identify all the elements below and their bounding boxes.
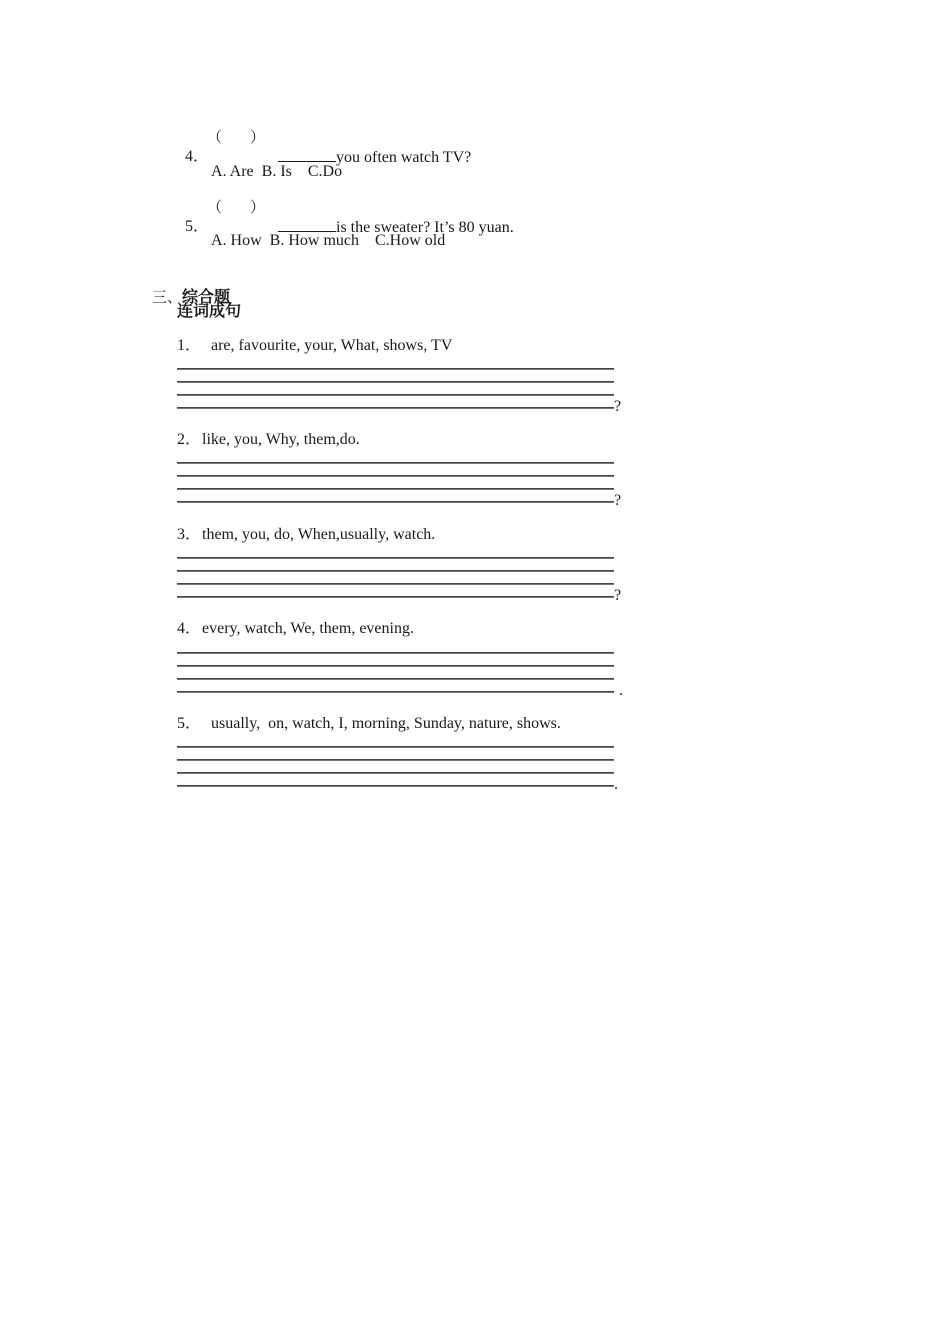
item-number: 5．	[177, 715, 202, 732]
question-number: 5．	[185, 218, 210, 235]
item-words: like, you, Why, them,do.	[202, 431, 360, 448]
question-stem: you often watch TV?	[336, 149, 472, 166]
end-punctuation: ?	[614, 587, 622, 604]
fill-blank[interactable]	[278, 217, 336, 232]
mc-question-5	[177, 197, 209, 237]
end-punctuation: .	[614, 776, 618, 793]
mc-options-4: A. Are B. Is C.Do	[211, 163, 343, 180]
question-stem: is the sweater? It’s 80 yuan.	[336, 219, 514, 236]
end-punctuation: .	[619, 682, 623, 699]
answer-paren-open: （	[207, 128, 223, 146]
fill-blank[interactable]	[278, 147, 336, 162]
item-number: 4．	[177, 620, 202, 637]
item-number: 1．	[177, 337, 202, 354]
question-number: 4．	[185, 148, 210, 165]
item-words: every, watch, We, them, evening.	[202, 620, 414, 637]
section-subheading: 连词成句	[177, 301, 242, 320]
item-words: them, you, do, When,usually, watch.	[202, 526, 436, 543]
answer-paren-open: （	[207, 198, 223, 216]
item-number: 3．	[177, 526, 202, 543]
section-title: 综合题	[182, 287, 231, 306]
section-prefix: 三、	[152, 288, 183, 306]
answer-paren-close: ）	[250, 198, 266, 216]
item-words: are, favourite, your, What, shows, TV	[211, 337, 453, 354]
mc-question-4	[177, 127, 209, 167]
end-punctuation: ?	[614, 492, 622, 509]
item-number: 2．	[177, 431, 202, 448]
item-words: usually, on, watch, I, morning, Sunday, nature, shows.	[211, 715, 561, 732]
end-punctuation: ?	[614, 398, 622, 415]
answer-paren-close: ）	[250, 128, 266, 146]
mc-options-5: A. How B. How much C.How old	[211, 232, 446, 249]
